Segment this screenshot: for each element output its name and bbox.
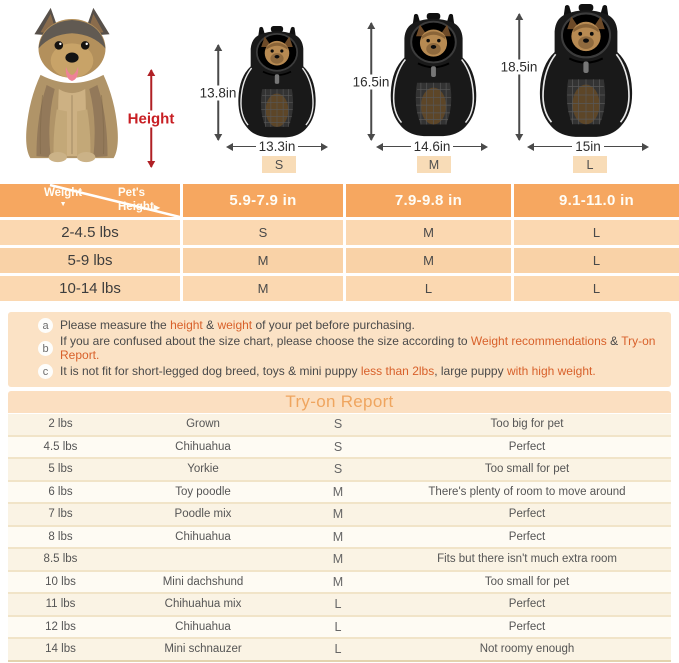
- tryon-breed: Toy poodle: [175, 485, 231, 498]
- corner-weight-label: Weight ▼: [44, 187, 83, 208]
- size-chart-table: [0, 184, 679, 301]
- tryon-row: [8, 414, 671, 435]
- tryon-comment: Perfect: [508, 598, 546, 611]
- tryon-size: M: [332, 484, 344, 499]
- pet-height-label: Height: [127, 110, 175, 127]
- carrier-s-width-dim: [226, 140, 328, 153]
- tryon-size: L: [334, 597, 342, 612]
- carrier-l-height-value: 18.5in: [500, 59, 538, 75]
- tryon-row: [8, 435, 671, 458]
- size-value: M: [346, 248, 511, 273]
- tryon-comment: Perfect: [508, 440, 546, 453]
- note-text: Please measure the height & weight of your pet before purchasing.: [60, 317, 415, 332]
- backpack-s-image: [233, 26, 321, 140]
- carrier-m-width-dim: [376, 140, 488, 153]
- tryon-weight: 10 lbs: [45, 575, 76, 588]
- tryon-breed: Chihuahua mix: [164, 598, 242, 611]
- tryon-comment: Too small for pet: [484, 463, 570, 476]
- dimension-arrow-icon: [518, 14, 520, 140]
- note-b: [38, 335, 661, 362]
- note-c: [38, 364, 661, 379]
- tryon-row: [8, 525, 671, 548]
- tryon-breed: Chihuahua: [175, 440, 231, 453]
- backpack-l-image: [533, 4, 639, 140]
- tryon-weight: 14 lbs: [45, 643, 76, 656]
- size-value: S: [183, 220, 343, 245]
- size-value: M: [346, 220, 511, 245]
- tryon-size: S: [333, 439, 343, 454]
- tryon-weight: 4.5 lbs: [43, 440, 78, 453]
- arrow-left-icon: [226, 143, 233, 151]
- tryon-weight: 8 lbs: [48, 530, 73, 543]
- tryon-weight: 2 lbs: [48, 418, 73, 431]
- size-value: L: [514, 248, 679, 273]
- size-value: M: [183, 276, 343, 301]
- notes-panel: [8, 312, 671, 387]
- tryon-size: M: [332, 552, 344, 567]
- tryon-weight: 11 lbs: [45, 598, 76, 611]
- size-value: M: [183, 248, 343, 273]
- tryon-section: [8, 391, 671, 662]
- arrow-left-icon: [376, 143, 383, 151]
- note-marker-badge: b: [38, 341, 53, 356]
- carrier-m-height-value: 16.5in: [352, 74, 390, 89]
- note-text: It is not fit for short-legged dog breed, toys & mini puppy less than 2lbs, large puppy with high weight.: [60, 363, 596, 378]
- arrow-right-icon: [642, 143, 649, 151]
- tryon-breed: Poodle mix: [174, 508, 232, 521]
- carrier-l-width-dim: [527, 140, 649, 153]
- pet-height-dim: [128, 70, 174, 167]
- size-chart-col-header: 5.9-7.9 in: [183, 184, 343, 217]
- tryon-size: S: [333, 417, 343, 432]
- arrow-left-icon: [527, 143, 534, 151]
- carrier-l-width-value: 15in: [575, 139, 601, 154]
- tryon-comment: Perfect: [508, 508, 546, 521]
- tryon-comment: There's plenty of room to move around: [428, 485, 626, 498]
- tryon-weight: 12 lbs: [45, 620, 76, 633]
- tryon-size: M: [332, 507, 344, 522]
- tryon-weight: 7 lbs: [48, 508, 73, 521]
- size-badge-m: M: [417, 156, 451, 173]
- note-a: [38, 318, 661, 333]
- tryon-comment: Too big for pet: [490, 418, 564, 431]
- tryon-breed: Chihuahua: [175, 530, 231, 543]
- tryon-row: [8, 615, 671, 638]
- tryon-weight: 6 lbs: [48, 485, 73, 498]
- tryon-size: L: [334, 619, 342, 634]
- size-value: L: [514, 276, 679, 301]
- tryon-table: [8, 414, 671, 662]
- size-chart-col-header: 9.1-11.0 in: [514, 184, 679, 217]
- right-arrow-icon: ▶: [153, 202, 160, 212]
- tryon-comment: Fits but there isn't much extra room: [437, 553, 617, 566]
- down-arrow-icon: ▼: [59, 200, 67, 208]
- size-value: L: [514, 220, 679, 245]
- hero-section: [0, 0, 679, 183]
- weight-row-label: 10-14 lbs: [0, 276, 180, 301]
- tryon-breed: Mini schnauzer: [164, 643, 242, 656]
- carrier-m-width-value: 14.6in: [413, 139, 451, 154]
- tryon-breed: Mini dachshund: [162, 575, 244, 588]
- carrier-s-width-value: 13.3in: [258, 139, 296, 154]
- tryon-breed: Chihuahua: [175, 620, 231, 633]
- carrier-s-height-dim: [198, 45, 238, 140]
- carrier-s-height-value: 13.8in: [199, 85, 237, 100]
- backpack-m-image: [385, 12, 482, 140]
- size-badge-s: S: [262, 156, 296, 173]
- dog-photo: [6, 2, 138, 168]
- tryon-report-title: Try-on Report: [8, 391, 671, 413]
- tryon-row: [8, 592, 671, 615]
- tryon-breed: Grown: [186, 418, 220, 431]
- note-marker-badge: a: [38, 318, 53, 333]
- corner-height-label: Pet's Height▶: [118, 187, 160, 213]
- tryon-size: M: [332, 574, 344, 589]
- note-marker-badge: c: [38, 364, 53, 379]
- size-chart-col-header: 7.9-9.8 in: [346, 184, 511, 217]
- size-value: L: [346, 276, 511, 301]
- tryon-size: S: [333, 462, 343, 477]
- tryon-weight: 8.5 lbs: [43, 553, 78, 566]
- arrow-right-icon: [481, 143, 488, 151]
- tryon-row: [8, 637, 671, 660]
- size-chart-corner-cell: [0, 184, 180, 217]
- tryon-breed: Yorkie: [187, 463, 219, 476]
- tryon-row: [8, 457, 671, 480]
- note-text: If you are confused about the size chart, please choose the size according to Weight recommendations & Try-on Report.: [60, 334, 656, 362]
- weight-row-label: 5-9 lbs: [0, 248, 180, 273]
- tryon-row: [8, 502, 671, 525]
- tryon-row: [8, 570, 671, 593]
- size-badge-l: L: [573, 156, 607, 173]
- arrow-right-icon: [321, 143, 328, 151]
- weight-row-label: 2-4.5 lbs: [0, 220, 180, 245]
- tryon-size: M: [332, 529, 344, 544]
- tryon-row: [8, 480, 671, 503]
- tryon-comment: Perfect: [508, 620, 546, 633]
- tryon-size: L: [334, 642, 342, 657]
- tryon-weight: 5 lbs: [48, 463, 73, 476]
- tryon-comment: Perfect: [508, 530, 546, 543]
- tryon-comment: Too small for pet: [484, 575, 570, 588]
- tryon-comment: Not roomy enough: [479, 643, 575, 656]
- tryon-row: [8, 547, 671, 570]
